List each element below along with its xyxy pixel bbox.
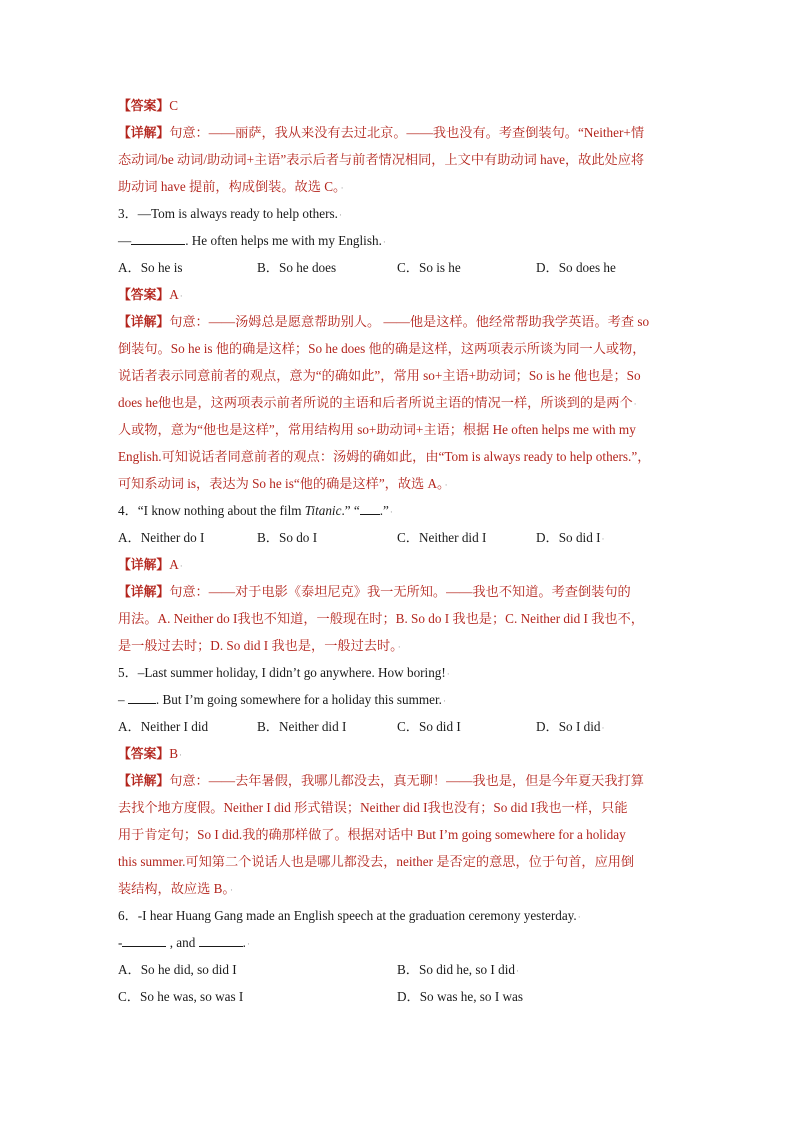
q5-options (118, 713, 684, 740)
detail-tag: 【详解】 (118, 126, 170, 141)
detail-text: 句意：——汤姆总是愿意帮助别人。 ——他是这样。他经常帮助我学英语。考查 so (169, 314, 650, 329)
detail-text: 可知系动词 is，表达为 So he is“他的确是这样”，故选 A。 (118, 476, 444, 491)
q2-detail-line-2 (118, 146, 684, 173)
q5-detail-line-4 (118, 848, 684, 875)
detail-tag: 【详解】 (118, 315, 170, 330)
q2-detail-line-1 (118, 119, 684, 146)
detail-text: this summer.可知第二个说话人也是哪儿都没去，neither 是否定的意思，位于句首，应用倒 (118, 854, 635, 869)
detail-text: does he他也是，这两项表示前者所说的主语和后者所说主语的情况一样，所谈到的是两个 (118, 395, 633, 410)
detail-text: 句意：——丽萨，我从来没有去过北京。——我也没有。考查倒装句。“Neither+情 (169, 125, 645, 140)
option-b[interactable]: B．Neither did I (257, 719, 347, 734)
option-d[interactable]: D．So I did· (536, 719, 605, 734)
q5-stem-2: – . But I’m going somewhere for a holiday this summer.· (118, 692, 446, 707)
option-c[interactable]: C．So is he (397, 260, 461, 275)
q3-detail-line-3 (118, 362, 684, 389)
option-b[interactable]: B．So did he, so I did· (397, 962, 519, 977)
q3-detail-line-6 (118, 443, 684, 470)
answer-tag: 【答案】 (118, 747, 170, 762)
option-b[interactable]: B．So do I (257, 530, 318, 545)
option-d[interactable]: D．So did I· (536, 530, 605, 545)
answer-blank-1[interactable] (122, 933, 166, 947)
film-title: Titanic (304, 503, 342, 518)
answer-blank[interactable] (360, 501, 380, 515)
option-c[interactable]: C．So he was, so was I (118, 989, 244, 1004)
q5-detail-line-5: 装结构，故应选 B。· (118, 881, 233, 896)
q5-stem-1: 5．–Last summer holiday, I didn’t go anywhere. How boring!· (118, 665, 450, 680)
detail-tag: 【详解】 (118, 558, 170, 573)
q5-detail-line-2 (118, 794, 684, 821)
detail-text: 是一般过去时；D. So did I 我也是，一般过去时。 (118, 638, 397, 653)
detail-text: 用法。A. Neither do I我也不知道，一般现在时；B. So do I 我也是；C. Neither did I 我也不， (118, 611, 644, 626)
option-d[interactable]: D．So does he (536, 260, 616, 275)
question-number: 3． (118, 206, 138, 221)
detail-text: 去找个地方度假。Neither I did 形式错误；Neither did I我也没有；So did I我也一样，只能 (118, 800, 628, 815)
q3-options (118, 254, 684, 281)
detail-text: 装结构，故应选 B。 (118, 881, 229, 896)
q3-stem-2: — . He often helps me with my English.· (118, 233, 386, 248)
document-page (118, 92, 684, 1010)
answer-blank[interactable] (131, 231, 185, 245)
detail-tag: 【详解】 (118, 585, 170, 600)
option-a[interactable]: A．Neither I did (118, 719, 209, 734)
q5-answer-line: 【答案】B· (118, 746, 182, 762)
detail-text: 句意：——对于电影《泰坦尼克》我一无所知。——我也不知道。考查倒装句的 (169, 584, 631, 599)
q4-detail-line-1 (118, 578, 684, 605)
option-a[interactable]: A．Neither do I (118, 530, 205, 545)
answer-value: A (169, 287, 179, 302)
detail-text: English.可知说话者同意前者的观点：汤姆的确如此，由“Tom is always ready to help others.”， (118, 449, 651, 464)
q4-answer-line: 【详解】A· (118, 557, 183, 573)
question-text: –Last summer holiday, I didn’t go anywhere. How boring! (137, 665, 446, 680)
question-text: —Tom is always ready to help others. (137, 206, 338, 221)
q5-detail-line-3 (118, 821, 684, 848)
option-b[interactable]: B．So he does (257, 260, 337, 275)
detail-text: 倒装句。So he is 他的确是这样；So he does 他的确是这样，这两项表示所谈为同一人或物， (118, 341, 646, 356)
option-a[interactable]: A．So he is (118, 260, 183, 275)
question-text: -I hear Huang Gang made an English speech at the graduation ceremony yesterday. (137, 908, 577, 923)
q6-stem-2: - , and .· (118, 935, 250, 950)
detail-text: 人或物，意为“他也是这样”，常用结构用 so+助动词+主语；根据 He often helps me with my (118, 422, 636, 437)
q4-stem: 4．“I know nothing about the film Titanic.” “ .”· (118, 503, 393, 518)
detail-text: 态动词/be 动词/助动词+主语”表示后者与前者情况相同，上文中有助动词 have，故此处应将 (118, 152, 645, 167)
q3-detail-line-7: 可知系动词 is，表达为 So he is“他的确是这样”，故选 A。· (118, 476, 448, 491)
q5-detail-line-1 (118, 767, 684, 794)
detail-tag: 【详解】 (118, 774, 170, 789)
q3-detail-line-4: does he他也是，这两项表示前者所说的主语和后者所说主语的情况一样，所谈到的是两个· (118, 395, 637, 410)
q3-stem-1: 3．—Tom is always ready to help others.· (118, 206, 342, 221)
q2-answer-line (118, 92, 684, 119)
question-text: . He often helps me with my English. (185, 233, 382, 248)
answer-blank-2[interactable] (199, 933, 243, 947)
answer-value: A (169, 557, 179, 572)
q3-answer-line: 【答案】A· (118, 287, 183, 303)
q2-detail-line-3: 助动词 have 提前，构成倒装。故选 C。· (118, 179, 344, 194)
question-number: 4． (118, 503, 138, 518)
q3-detail-line-1 (118, 308, 684, 335)
answer-value: C (169, 98, 178, 113)
answer-tag: 【答案】 (118, 288, 170, 303)
q6-stem-1: 6．-I hear Huang Gang made an English speech at the graduation ceremony yesterday.· (118, 908, 581, 923)
q4-detail-line-2 (118, 605, 684, 632)
answer-tag: 【答案】 (118, 99, 170, 114)
answer-value: B (169, 746, 178, 761)
detail-text: 用于肯定句；So I did.我的确那样做了。根据对话中 But I’m going somewhere for a holiday (118, 827, 626, 842)
answer-blank[interactable] (128, 690, 156, 704)
detail-text: 说话者表示同意前者的观点，意为“的确如此”，常用 so+主语+助动词；So is he 他也是；So (118, 368, 641, 383)
detail-text: 句意：——去年暑假，我哪儿都没去，真无聊！——我也是，但是今年夏天我打算 (169, 773, 644, 788)
q3-detail-line-2 (118, 335, 684, 362)
q4-detail-line-3: 是一般过去时；D. So did I 我也是，一般过去时。· (118, 638, 401, 653)
option-a[interactable]: A．So he did, so did I (118, 962, 237, 977)
q4-options (118, 524, 684, 551)
option-d[interactable]: D．So was he, so I was (397, 989, 524, 1004)
question-number: 6． (118, 908, 138, 923)
question-number: 5． (118, 665, 138, 680)
q6-options-row-1 (118, 956, 684, 983)
option-c[interactable]: C．So did I (397, 719, 461, 734)
question-text: . But I’m going somewhere for a holiday this summer. (155, 692, 442, 707)
detail-text: 助动词 have 提前，构成倒装。故选 C。 (118, 179, 340, 194)
option-c[interactable]: C．Neither did I (397, 530, 487, 545)
q6-options-row-2 (118, 983, 684, 1010)
q3-detail-line-5 (118, 416, 684, 443)
